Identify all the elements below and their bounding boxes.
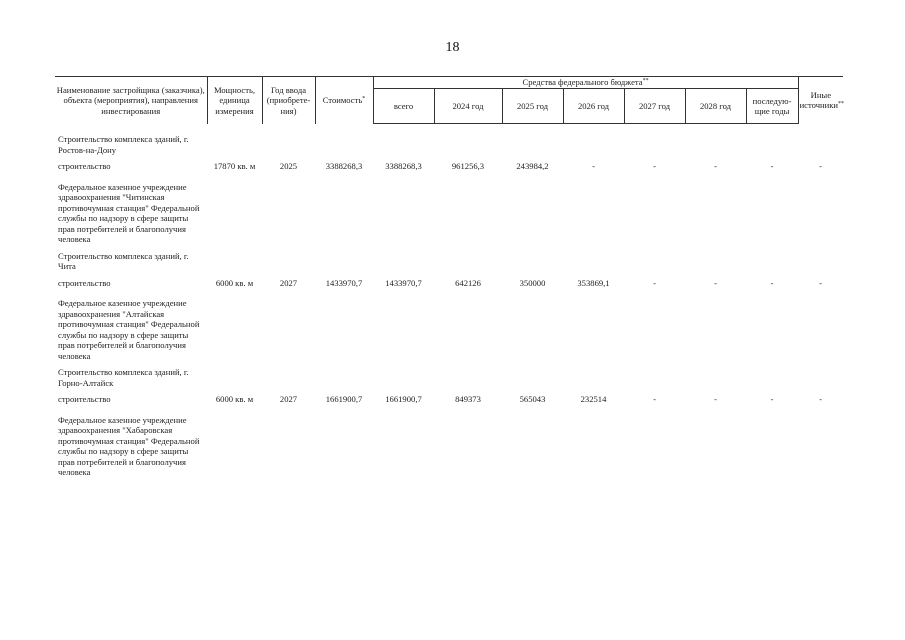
row-name: строительство: [58, 161, 111, 171]
header-capacity: Мощность, единица измерения: [207, 77, 262, 124]
investment-table: [55, 76, 843, 482]
page-number: 18: [445, 40, 460, 55]
cell-year: 2027: [279, 394, 298, 404]
cell-2027: -: [653, 277, 656, 288]
cell-2024: 849373: [455, 394, 481, 404]
cell-2026: -: [592, 161, 595, 171]
cell-2027: -: [653, 161, 656, 171]
row-name: Строительство комплекса зданий, г. Чита: [58, 250, 189, 271]
cell-2028: -: [714, 277, 717, 288]
cell-total: 1661900,7: [385, 394, 422, 404]
cell-cost: 3388268,3: [325, 161, 363, 171]
cell-later-years: -: [770, 161, 774, 171]
cell-2028: -: [714, 161, 717, 171]
header-2026: 2026 год: [563, 89, 624, 124]
cell-year: 2027: [279, 277, 298, 288]
object-title-row: [55, 365, 843, 388]
cell-2024: 642126: [455, 277, 481, 288]
header-2028: 2028 год: [685, 89, 746, 124]
row-name: Федеральное казенное учреждение здравоохранения "Алтайская противочумная станция" Федеральной службы по надзору в сфере защиты прав потребителей и благополучия человека: [58, 298, 200, 361]
row-name: Федеральное казенное учреждение здравоохранения "Хабаровская противочумная станция" Федеральной службы по надзору в сфере защиты прав потребителей и благополучия человека: [58, 414, 200, 477]
table-header: [55, 77, 843, 124]
table-body: [55, 124, 843, 482]
header-later-years: последую-щие годы: [746, 89, 798, 124]
cell-capacity: 6000 кв. м: [215, 277, 254, 288]
header-year: Год ввода (приобрете-ния): [262, 77, 315, 124]
table-row: [55, 388, 843, 413]
cell-capacity: 17870 кв. м: [213, 161, 256, 171]
object-title-row: [55, 249, 843, 272]
cell-2025: 565043: [519, 394, 546, 404]
cell-2028: -: [714, 394, 717, 404]
cell-2025: 350000: [519, 277, 546, 288]
cell-total: 3388268,3: [385, 161, 422, 171]
cell-other-sources: -: [819, 277, 822, 288]
cell-capacity: 6000 кв. м: [215, 394, 254, 404]
row-name: строительство: [58, 394, 111, 404]
cell-later-years: -: [770, 394, 774, 404]
cell-year: 2025: [279, 161, 298, 171]
header-name: Наименование застройщика (заказчика), объекта (мероприятия), направления инвестирования: [55, 77, 207, 124]
cell-total: 1433970,7: [385, 277, 422, 288]
organization-row: [55, 296, 843, 365]
header-total: всего: [373, 89, 434, 124]
header-2025: 2025 год: [502, 89, 563, 124]
cell-2027: -: [653, 394, 656, 404]
row-name: Строительство комплекса зданий, г. Ростов-на-Дону: [58, 134, 189, 155]
row-name: Федеральное казенное учреждение здравоохранения "Читинская противочумная станция" Федеральной службы по надзору в сфере защиты прав потребителей и благополучия человека: [58, 181, 200, 244]
header-2024: 2024 год: [434, 89, 502, 124]
cell-2025: 243984,2: [516, 161, 549, 171]
header-other-sources: Иные источники**: [798, 77, 843, 124]
cell-2026: 353869,1: [577, 277, 610, 288]
cell-other-sources: -: [819, 394, 822, 404]
table-row: [55, 272, 843, 297]
cell-later-years: -: [770, 277, 774, 288]
cell-2026: 232514: [580, 394, 607, 404]
table-row: [55, 155, 843, 180]
cell-cost: 1433970,7: [325, 277, 363, 288]
object-title-row: [55, 132, 843, 155]
row-name: Строительство комплекса зданий, г. Горно-Алтайск: [58, 367, 189, 388]
cell-other-sources: -: [819, 161, 822, 171]
header-2027: 2027 год: [624, 89, 685, 124]
header-federal-budget: Средства федерального бюджета**: [373, 77, 798, 89]
cell-2024: 961256,3: [451, 161, 485, 171]
header-cost: Стоимость*: [315, 77, 373, 124]
row-name: строительство: [58, 277, 111, 288]
organization-row: [55, 180, 843, 249]
organization-row: [55, 413, 843, 482]
cell-cost: 1661900,7: [325, 394, 363, 404]
